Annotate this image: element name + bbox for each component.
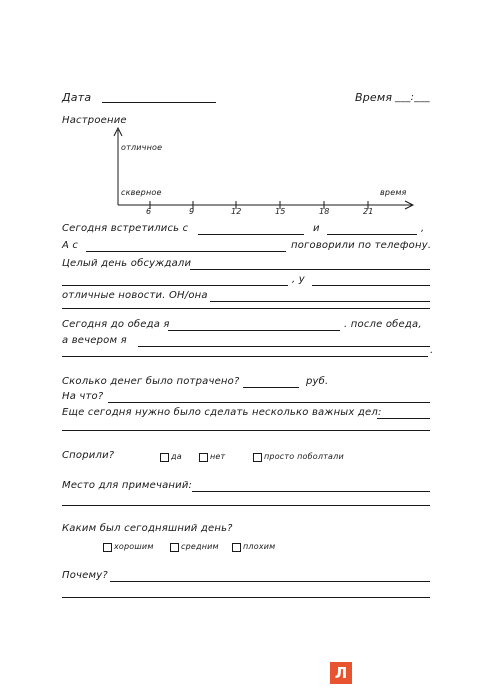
argued-chatted-label: просто поболтали (264, 452, 344, 461)
why-field-2[interactable] (62, 597, 430, 598)
news-field-2[interactable] (62, 308, 430, 309)
day-average-label: средним (181, 542, 219, 551)
argued-yes-checkbox[interactable] (160, 453, 169, 462)
mood-label: Настроение (62, 115, 127, 126)
notes-field-1[interactable] (192, 491, 430, 492)
time-label: Время (355, 91, 393, 104)
mood-low-label: скверное (121, 188, 162, 197)
day-good-checkbox[interactable] (103, 543, 112, 552)
news-label: отличные новости. ОН/она (62, 290, 208, 301)
logo-letter: Л (334, 664, 348, 682)
met-field-2[interactable] (327, 234, 417, 235)
tick-label: 12 (231, 207, 242, 216)
phone-suffix: поговорили по телефону. (291, 240, 432, 251)
phone-label: А с (62, 240, 79, 251)
argued-question: Спорили? (62, 450, 115, 461)
tick-label: 9 (189, 207, 195, 216)
time-field[interactable]: ___:___ (395, 92, 430, 103)
day-bad-label: плохим (243, 542, 276, 551)
today-was-question: Каким был сегодняшний день? (62, 523, 233, 534)
todo-field-2[interactable] (62, 430, 430, 431)
day-average-checkbox[interactable] (170, 543, 179, 552)
tick-label: 15 (275, 207, 286, 216)
money-unit: руб. (306, 376, 329, 387)
on-what-label: На что? (62, 391, 104, 402)
met-comma: , (421, 223, 425, 234)
after-lunch-label: . после обеда, (344, 319, 422, 330)
time-axis-label: время (380, 188, 407, 197)
notes-field-2[interactable] (62, 505, 430, 506)
todo-field-1[interactable] (377, 418, 430, 419)
discussed-field-1[interactable] (190, 269, 430, 270)
evening-label: а вечером я (62, 335, 127, 346)
discussed-field-3[interactable] (312, 285, 430, 286)
date-label: Дата (62, 91, 92, 104)
argued-yes-label: да (171, 452, 182, 461)
evening-field-1[interactable] (138, 346, 430, 347)
notes-label: Место для примечаний: (62, 480, 193, 491)
argued-chatted-checkbox[interactable] (253, 453, 262, 462)
why-label: Почему? (62, 570, 108, 581)
why-field-1[interactable] (110, 581, 430, 582)
money-field[interactable] (243, 387, 299, 388)
tick-label: 6 (146, 207, 152, 216)
discussed-label: Целый день обсуждали (62, 258, 192, 269)
evening-field-2[interactable] (62, 356, 428, 357)
met-field-1[interactable] (198, 234, 304, 235)
day-good-label: хорошим (114, 542, 154, 551)
tick-label: 21 (363, 207, 374, 216)
money-question: Сколько денег было потрачено? (62, 376, 240, 387)
before-lunch-label: Сегодня до обеда я (62, 319, 170, 330)
evening-period: . (430, 345, 434, 356)
met-label: Сегодня встретились с (62, 223, 189, 234)
before-lunch-field[interactable] (168, 330, 340, 331)
phone-field[interactable] (86, 251, 286, 252)
met-and: и (313, 223, 320, 234)
news-field-1[interactable] (210, 301, 430, 302)
mood-high-label: отличное (121, 143, 163, 152)
tick-label: 18 (319, 207, 330, 216)
on-what-field[interactable] (108, 402, 430, 403)
argued-no-label: нет (210, 452, 226, 461)
discussed-u: , у (292, 274, 305, 285)
publisher-logo (330, 662, 352, 684)
discussed-field-2[interactable] (62, 285, 288, 286)
argued-no-checkbox[interactable] (199, 453, 208, 462)
day-bad-checkbox[interactable] (232, 543, 241, 552)
todo-label: Еще сегодня нужно было сделать несколько важных дел: (62, 407, 382, 418)
